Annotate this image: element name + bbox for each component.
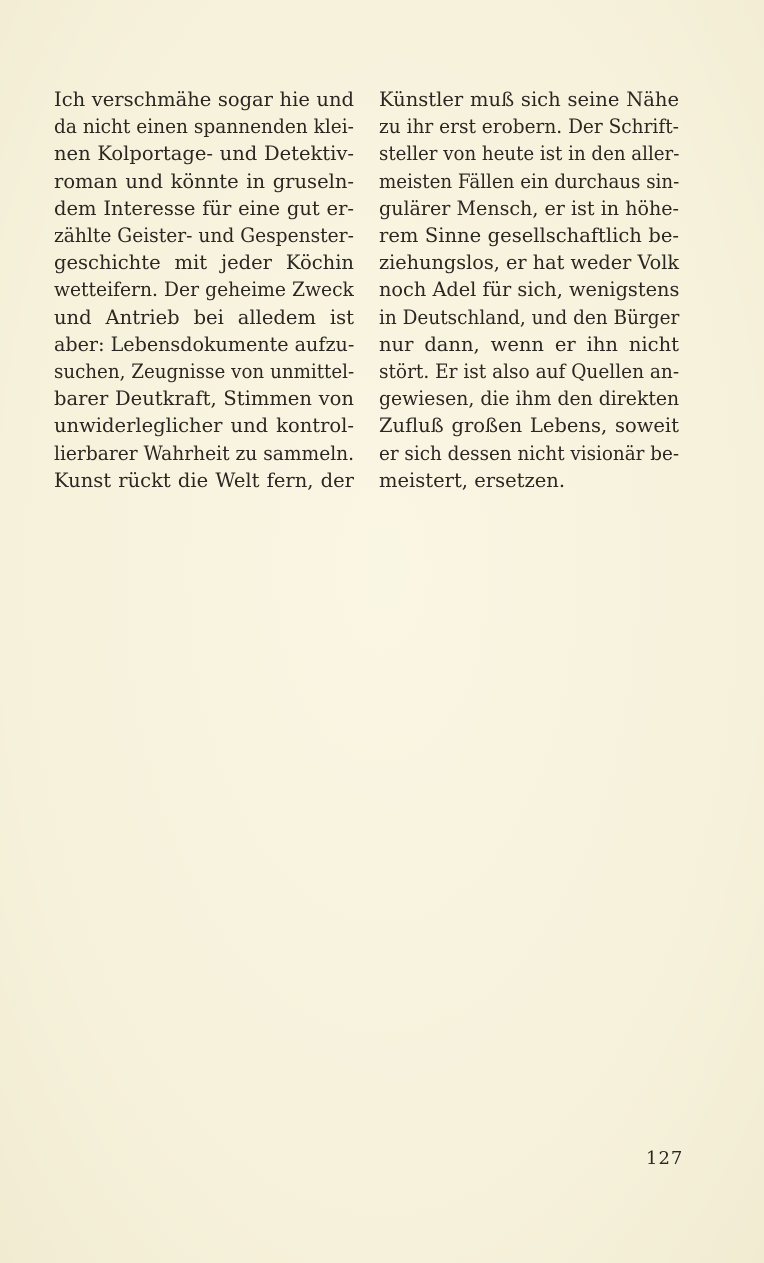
- text-line: zu ihr erst erobern. Der Schrift-: [379, 115, 679, 139]
- text-line: gewiesen, die ihm den direkten: [379, 387, 680, 411]
- right-text-column: [379, 86, 679, 494]
- text-line: noch Adel für sich, wenigstens: [379, 278, 680, 302]
- text-line: Kunst rückt die Welt fern, der: [54, 468, 354, 492]
- page-number: 127: [646, 1148, 684, 1169]
- text-line: lierbarer Wahrheit zu sammeln.: [54, 441, 355, 465]
- text-line: wetteifern. Der geheime Zweck: [54, 278, 354, 302]
- text-line: aber: Lebensdokumente aufzu-: [54, 332, 355, 356]
- text-line: barer Deutkraft, Stimmen von: [54, 387, 354, 411]
- text-line: und Antrieb bei alledem ist: [54, 305, 354, 329]
- text-line: gulärer Mensch, er ist in höhe-: [379, 196, 679, 220]
- left-text-column: [54, 86, 354, 494]
- text-line: nen Kolportage- und Detektiv-: [54, 142, 354, 166]
- text-line: meisten Fällen ein durchaus sin-: [379, 169, 680, 193]
- text-line: in Deutschland, und den Bürger: [379, 305, 680, 329]
- text-line: suchen, Zeugnisse von unmittel-: [54, 360, 355, 384]
- text-line: stört. Er ist also auf Quellen an-: [379, 360, 680, 384]
- text-line: nur dann, wenn er ihn nicht: [379, 332, 679, 356]
- text-line: dem Interesse für eine gut er-: [54, 196, 354, 220]
- text-line: Ich verschmähe sogar hie und: [54, 88, 354, 111]
- text-line: steller von heute ist in den aller-: [379, 142, 680, 166]
- text-line: unwiderleglicher und kontrol-: [54, 414, 354, 438]
- text-line: ziehungslos, er hat weder Volk: [379, 251, 680, 275]
- text-line: zählte Geister- und Gespenster-: [54, 224, 354, 248]
- text-line: rem Sinne gesellschaftlich be-: [379, 224, 679, 248]
- text-line: geschichte mit jeder Köchin: [54, 251, 354, 275]
- text-line: Künstler muß sich seine Nähe: [379, 88, 679, 111]
- text-line: roman und könnte in gruseln-: [54, 169, 354, 193]
- text-line: Zufluß großen Lebens, soweit: [379, 414, 679, 438]
- text-line: da nicht einen spannenden klei-: [54, 115, 354, 139]
- text-line: meistert, ersetzen.: [379, 468, 566, 492]
- text-line: er sich dessen nicht visionär be-: [379, 441, 680, 465]
